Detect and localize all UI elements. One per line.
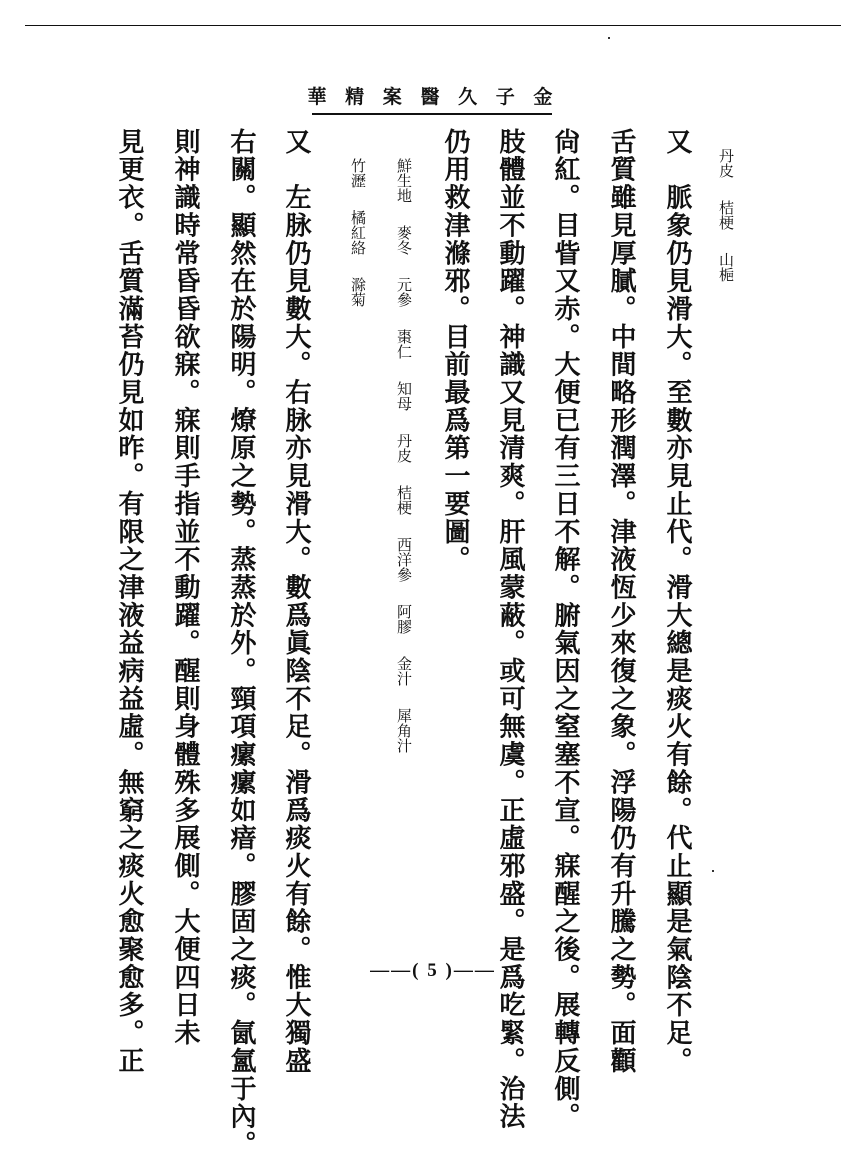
herb: 丹皮: [717, 148, 735, 178]
text-column: 肢體並不動躍。神識又見清爽。肝風蒙蔽。或可無虞。正虛邪盛。是爲吃緊。治法: [495, 128, 525, 1131]
herb: 西洋參: [395, 537, 413, 582]
page-number: ——( 5 )——: [370, 960, 496, 981]
text-column: 仍用救津滌邪。目前最爲第一要圖。: [440, 128, 470, 574]
carryover-prescription: [718, 148, 733, 304]
text-column: 又 左脉仍見數大。右脉亦見滑大。數爲眞陰不足。滑爲痰火有餘。惟大獨盛: [281, 128, 311, 1075]
herb: 竹瀝: [349, 158, 367, 188]
text-column: 則神識時常昏昏欲寐。寐則手指並不動躍。醒則身體殊多展側。大便四日未: [170, 128, 200, 1048]
text-column: 見更衣。舌質滿苔仍見如昨。有限之津液益病益虛。無窮之痰火愈聚愈多。正: [114, 128, 144, 1075]
prescription-line: [396, 158, 411, 775]
herb: 滁菊: [349, 277, 367, 307]
herb: 知母: [395, 381, 413, 411]
herb: 阿膠: [395, 604, 413, 634]
header-char: 子: [495, 85, 515, 108]
running-header: [305, 80, 555, 110]
vertical-text-body: [100, 128, 740, 1158]
herb: 棗仁: [395, 329, 413, 359]
herb: 桔梗: [395, 485, 413, 515]
herb: 桔梗: [717, 200, 735, 230]
text-column: 舌質雖見厚膩。中間略形潤澤。津液恆少來復之象。浮陽仍有升騰之勢。面顴: [606, 128, 636, 1075]
header-char: 精: [345, 85, 365, 108]
scan-speck: [608, 37, 610, 39]
herb: 丹皮: [395, 433, 413, 463]
herb: 元參: [395, 277, 413, 307]
herb: 麥冬: [395, 225, 413, 255]
herb: 橘紅絡: [349, 210, 367, 255]
text-column: 右關。顯然在於陽明。燎原之勢。蒸蒸於外。頸項瘰瘰如瘖。膠固之痰。氤氳于內。: [226, 128, 256, 1158]
header-underline: [312, 113, 552, 115]
herb: 鮮生地: [395, 158, 413, 203]
herb: 金汁: [395, 656, 413, 686]
prescription-line: [350, 158, 365, 329]
herb: 犀角汁: [395, 708, 413, 753]
header-char: 華: [307, 85, 327, 108]
herb: 山梔: [717, 252, 735, 282]
header-char: 醫: [420, 85, 440, 108]
text-column: 尙紅。目眥又赤。大便已有三日不解。腑氣因之窒塞不宣。寐醒之後。展轉反側。: [550, 128, 580, 1131]
header-char: 案: [382, 85, 402, 108]
text-column: 又 脈象仍見滑大。至數亦見止代。滑大總是痰火有餘。代止顯是氣陰不足。: [662, 128, 692, 1075]
header-char: 金: [533, 85, 553, 108]
top-border-rule: [25, 25, 841, 26]
header-char: 久: [458, 85, 478, 108]
